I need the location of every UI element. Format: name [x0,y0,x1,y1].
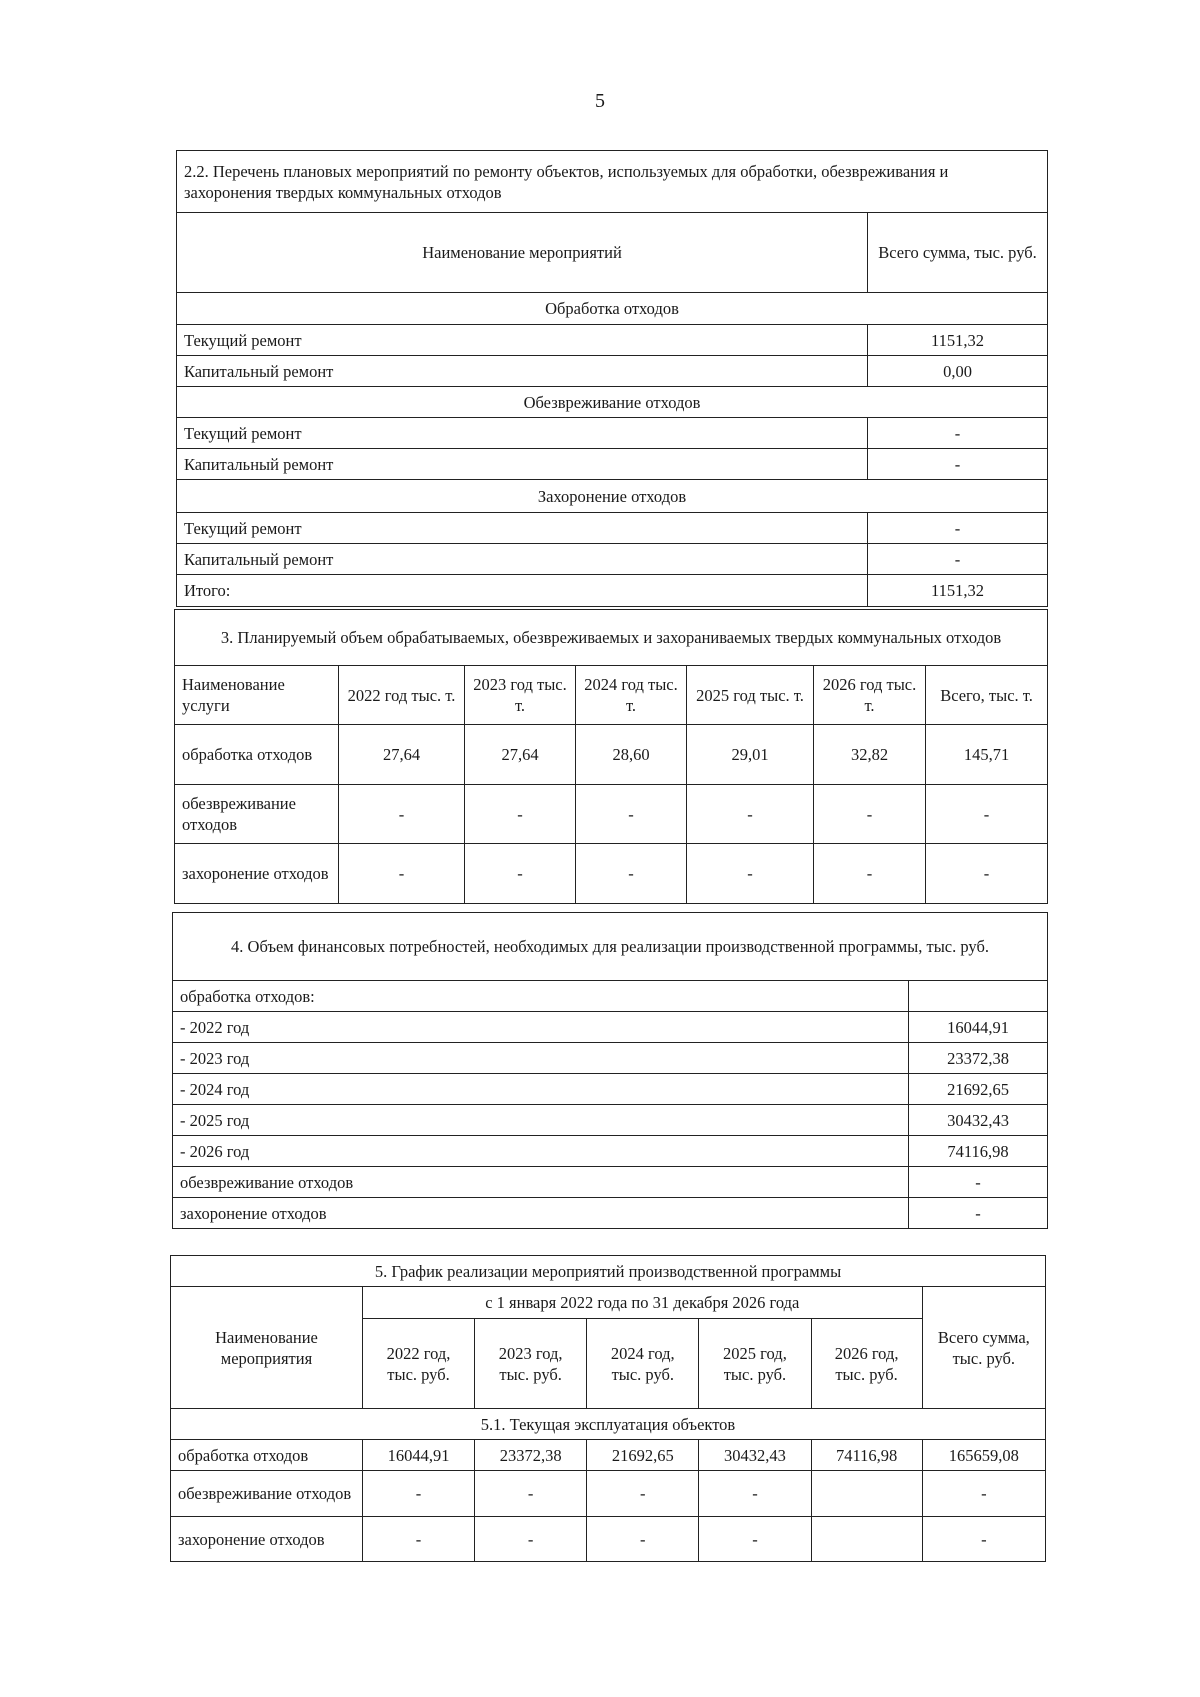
row-label: захоронение отходов [171,1517,363,1562]
table-row [171,1440,1046,1471]
table-row [175,725,1048,785]
cell-value [811,1517,922,1562]
cell-value: - [926,844,1048,904]
year-label: - 2026 год [173,1136,909,1167]
year-value: 23372,38 [909,1043,1048,1074]
year-value: 16044,91 [909,1012,1048,1043]
cell-value: - [687,844,814,904]
row-label: Текущий ремонт [177,513,868,544]
section-4-title: 4. Объем финансовых потребностей, необходимых для реализации производственной программы, тыс. руб. [173,913,1048,981]
year-label: - 2022 год [173,1012,909,1043]
page-number: 5 [595,90,605,112]
cell-value: 27,64 [339,725,465,785]
cell-value: - [699,1517,811,1562]
cell-value: - [922,1471,1045,1517]
row-label: Капитальный ремонт [177,544,868,575]
row-value: 0,00 [868,356,1048,387]
column-header-2023: 2023 год, тыс. руб. [475,1319,587,1409]
cell-value: - [687,785,814,844]
row-label: Текущий ремонт [177,325,868,356]
cell-value: 30432,43 [699,1440,811,1471]
cell-value: - [922,1517,1045,1562]
cell-value: - [587,1471,699,1517]
cell-value [811,1471,922,1517]
repair-measures-table [176,150,1048,607]
column-header-2025: 2025 год, тыс. руб. [699,1319,811,1409]
group-title: Обработка отходов [177,293,1048,325]
row-label: обезвреживание отходов [175,785,339,844]
year-value: 21692,65 [909,1074,1048,1105]
cell-value: - [465,844,576,904]
cell-value: 27,64 [465,725,576,785]
cell-value: - [814,844,926,904]
financial-needs-table [172,912,1048,1229]
column-header-service: Наименование услуги [175,666,339,725]
cell-value: - [587,1517,699,1562]
row-value: - [868,513,1048,544]
row-label: Текущий ремонт [177,418,868,449]
cell-value: - [339,844,465,904]
cell-value: - [362,1471,474,1517]
cell-value: 28,60 [576,725,687,785]
subsection-title: 5.1. Текущая эксплуатация объектов [171,1409,1046,1440]
section-5-title: 5. График реализации мероприятий производственной программы [171,1256,1046,1287]
row-value: - [868,544,1048,575]
year-label: - 2024 год [173,1074,909,1105]
table-row [175,844,1048,904]
column-header-2025: 2025 год тыс. т. [687,666,814,725]
column-header-2022: 2022 год, тыс. руб. [362,1319,474,1409]
cell-value: - [814,785,926,844]
cell-value: - [699,1471,811,1517]
processing-label: обработка отходов: [173,981,909,1012]
year-value: 74116,98 [909,1136,1048,1167]
cell-value: 16044,91 [362,1440,474,1471]
column-header-total-sum: Всего сумма, тыс. руб. [922,1287,1045,1409]
section-3-title: 3. Планируемый объем обрабатываемых, обезвреживаемых и захораниваемых твердых коммунальных отходов [175,610,1048,666]
cell-value: 29,01 [687,725,814,785]
row-value: - [868,418,1048,449]
row-label: обезвреживание отходов [171,1471,363,1517]
period-header: с 1 января 2022 года по 31 декабря 2026 года [362,1287,922,1319]
column-header-2026: 2026 год, тыс. руб. [811,1319,922,1409]
column-header-2023: 2023 год тыс. т. [465,666,576,725]
year-value: 30432,43 [909,1105,1048,1136]
column-header-2022: 2022 год тыс. т. [339,666,465,725]
row-label: обработка отходов [171,1440,363,1471]
cell-value: 145,71 [926,725,1048,785]
implementation-schedule-table [170,1255,1046,1562]
cell-value: 32,82 [814,725,926,785]
group-title: Захоронение отходов [177,480,1048,513]
cell-value: - [576,785,687,844]
column-header-measures: Наименование мероприятий [177,213,868,293]
cell-value: 21692,65 [587,1440,699,1471]
cell-value: - [362,1517,474,1562]
total-label: Итого: [177,575,868,607]
group-title: Обезвреживание отходов [177,387,1048,418]
cell-value: - [475,1517,587,1562]
cell-value: - [475,1471,587,1517]
burial-value: - [909,1198,1048,1229]
section-2-2-title: 2.2. Перечень плановых мероприятий по ремонту объектов, используемых для обработки, обезвреживания и захоронения твердых коммунальных отходов [177,151,1048,213]
column-header-total-sum: Всего сумма, тыс. руб. [868,213,1048,293]
row-label: обработка отходов [175,725,339,785]
row-value: 1151,32 [868,325,1048,356]
year-label: - 2023 год [173,1043,909,1074]
cell-value: 165659,08 [922,1440,1045,1471]
year-label: - 2025 год [173,1105,909,1136]
row-label: Капитальный ремонт [177,356,868,387]
column-header-measure: Наименование мероприятия [171,1287,363,1409]
cell-value: - [926,785,1048,844]
row-label: захоронение отходов [175,844,339,904]
row-label: Капитальный ремонт [177,449,868,480]
cell-value: - [465,785,576,844]
table-row [171,1517,1046,1562]
row-value: - [868,449,1048,480]
column-header-2024: 2024 год тыс. т. [576,666,687,725]
cell-value: - [576,844,687,904]
waste-volume-table [174,609,1048,904]
total-value: 1151,32 [868,575,1048,607]
neutralization-value: - [909,1167,1048,1198]
table-row [171,1471,1046,1517]
empty-cell [909,981,1048,1012]
neutralization-label: обезвреживание отходов [173,1167,909,1198]
table-row [175,785,1048,844]
column-header-2024: 2024 год, тыс. руб. [587,1319,699,1409]
burial-label: захоронение отходов [173,1198,909,1229]
cell-value: 23372,38 [475,1440,587,1471]
cell-value: 74116,98 [811,1440,922,1471]
cell-value: - [339,785,465,844]
column-header-total: Всего, тыс. т. [926,666,1048,725]
column-header-2026: 2026 год тыс. т. [814,666,926,725]
